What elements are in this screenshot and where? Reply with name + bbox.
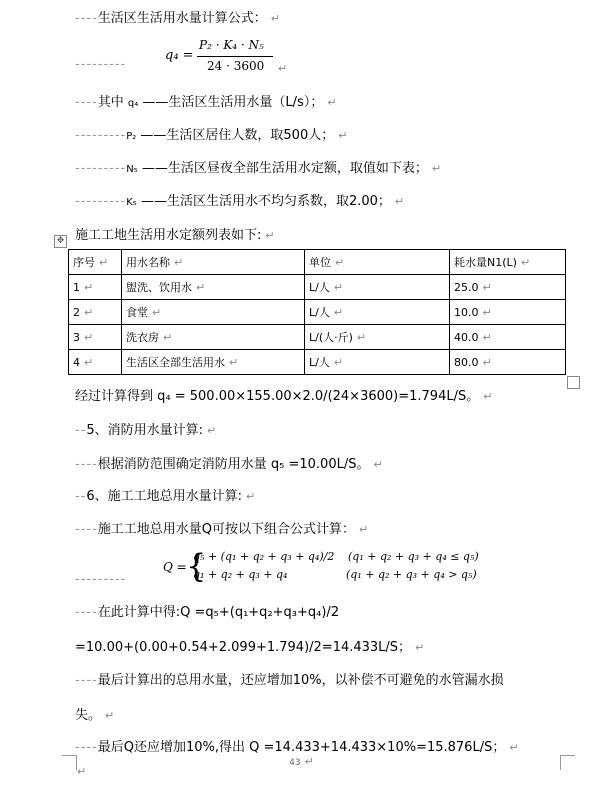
calc-Q-line-1 — [75, 601, 339, 620]
leak-line-1 — [75, 669, 504, 688]
table-cell — [69, 300, 122, 325]
caption-text: 施工工地生活用水定额列表如下: — [75, 228, 262, 243]
leader-dots: ---- — [75, 95, 98, 110]
paragraph-mark-icon: ↵ — [415, 641, 425, 654]
leader-dots: --------- — [75, 128, 127, 143]
cell-mark-icon: ↵ — [163, 331, 173, 344]
formula-Q-case2: q₁ + q₂ + q₃ + q₄ — [193, 568, 288, 581]
cell-text: L/人 — [309, 306, 330, 319]
paragraph-mark-icon: ↵ — [270, 12, 280, 25]
leader-dots: ---- — [75, 11, 98, 26]
cell-mark-icon: ↵ — [99, 256, 109, 269]
calc-q4-line — [75, 385, 492, 404]
cell-text: 40.0 — [454, 330, 479, 344]
symbol-n5: N₅ — [126, 164, 138, 175]
cell-mark-icon: ↵ — [482, 280, 492, 294]
page-number — [0, 755, 603, 768]
table-move-handle-icon[interactable]: ✥ — [54, 235, 67, 248]
cell-mark-icon: ↵ — [482, 305, 492, 319]
leader-dots: ---- — [75, 673, 98, 688]
cell-text: L/人 — [309, 281, 330, 294]
cell-mark-icon: ↵ — [152, 306, 162, 319]
paragraph-mark-icon: ↵ — [338, 129, 348, 142]
table-row — [69, 300, 566, 325]
cell-mark-icon: ↵ — [84, 355, 94, 369]
formula-Q-case1: q₅ + (q₁ + q₂ + q₃ + q₄)/2 — [193, 550, 335, 563]
formula-Q-cond2: (q₁ + q₂ + q₃ + q₄ > q₅) — [346, 568, 477, 581]
fire-text: 根据消防范围确定消防用水量 q₅ =10.00L/S。 — [97, 457, 370, 472]
calc-text: 经过计算得到 q₄ = 500.00×155.00×2.0/(24×3600)=1.794L/S。 — [75, 389, 480, 404]
section-5-heading — [75, 419, 216, 438]
paragraph-mark-icon: ↵ — [509, 741, 519, 754]
cell-text: L/(人·斤) — [309, 331, 353, 344]
paragraph-mark-icon: ↵ — [327, 96, 337, 109]
header-label: 单位 — [309, 256, 331, 269]
cell-mark-icon: ↵ — [520, 256, 531, 269]
table-header-row — [69, 250, 566, 275]
paragraph-mark-icon: ↵ — [207, 424, 217, 437]
cell-mark-icon: ↵ — [356, 331, 367, 344]
def-prefix: 其中 — [97, 95, 124, 110]
header-label: 用水名称 — [126, 256, 170, 269]
calc-Q-line-2 — [75, 636, 424, 655]
leader-dots: --------- — [75, 161, 127, 176]
table-cell — [450, 275, 566, 300]
table-resize-handle[interactable] — [567, 376, 580, 389]
formula-Q-lhs: Q = — [163, 560, 187, 574]
calc-text: 在此计算中得:Q =q₅+(q₁+q₂+q₃+q₄)/2 — [97, 605, 340, 620]
leak-text: 最后计算出的总用水量，还应增加10%，以补偿不可避免的水管漏水损 — [97, 673, 504, 688]
table-cell — [69, 350, 122, 375]
table-cell — [69, 325, 122, 350]
def-text: ——生活区生活用水不均匀系数，取2.00； — [140, 194, 391, 209]
formula-q4-denominator: 24 · 3600 — [207, 59, 265, 73]
table-cell — [122, 275, 305, 300]
cell-text: 1 — [73, 280, 80, 294]
section-6-heading — [75, 485, 255, 504]
leader-dots: --------- — [75, 194, 127, 209]
cell-mark-icon: ↵ — [333, 356, 344, 369]
cell-text: 洗衣房 — [126, 331, 159, 344]
leader-dots: ---- — [75, 740, 98, 755]
def-text: ——生活区生活用水量（L/s）； — [142, 95, 324, 110]
def-text: ——生活区昼夜全部生活用水定额，取值如下表； — [141, 161, 428, 176]
table-cell — [305, 275, 450, 300]
final-line — [75, 736, 519, 755]
cell-text: 食堂 — [126, 306, 148, 319]
leader-dots: --------- — [75, 57, 127, 72]
definition-q4 — [75, 91, 337, 110]
cell-text: 25.0 — [454, 280, 479, 294]
paragraph-mark-icon: ↵ — [431, 162, 442, 175]
table-cell — [305, 300, 450, 325]
cell-text: 2 — [73, 305, 80, 319]
table-cell — [450, 350, 566, 375]
life-water-heading — [75, 7, 280, 26]
brace-icon: { — [186, 547, 207, 585]
def-text: ——生活区居住人数，取500人； — [140, 128, 335, 143]
table-row — [69, 350, 566, 375]
leader-dots: --------- — [75, 572, 127, 587]
total-intro-line — [75, 518, 368, 537]
definition-n5 — [75, 157, 441, 176]
definition-p2 — [75, 124, 347, 143]
symbol-p2: P₂ — [126, 131, 137, 142]
heading-text: 生活区生活用水量计算公式： — [97, 11, 267, 26]
cell-text: 4 — [73, 355, 80, 369]
table-cell — [305, 325, 450, 350]
cell-text: 生活区全部生活用水 — [126, 356, 225, 369]
header-cell — [305, 250, 450, 275]
header-cell — [69, 250, 122, 275]
leak-line-2 — [75, 704, 114, 723]
table-row — [69, 325, 566, 350]
final-text: 最后Q还应增加10%,得出 Q =14.433+14.433×10%=15.876L/S； — [97, 740, 506, 755]
paragraph-mark-icon: ↵ — [483, 390, 493, 403]
table-caption — [75, 224, 275, 243]
symbol-k5: K₅ — [126, 197, 137, 208]
definition-k5 — [75, 190, 404, 209]
cell-mark-icon: ↵ — [196, 281, 206, 294]
cell-mark-icon: ↵ — [333, 281, 344, 294]
paragraph-mark-icon: ↵ — [304, 755, 314, 768]
table-cell — [122, 325, 305, 350]
leader-dots: -- — [75, 489, 87, 504]
cell-mark-icon: ↵ — [84, 305, 94, 319]
cell-mark-icon: ↵ — [482, 355, 492, 369]
cell-mark-icon: ↵ — [482, 330, 492, 344]
intro-text: 施工工地总用水量Q可按以下组合公式计算： — [97, 522, 355, 537]
header-cell — [122, 250, 305, 275]
leader-dots: -- — [75, 423, 87, 438]
table-cell — [450, 325, 566, 350]
leader-dots: ---- — [75, 522, 98, 537]
calc-text: =10.00+(0.00+0.54+2.099+1.794)/2=14.433L/S； — [75, 640, 412, 655]
cell-mark-icon: ↵ — [333, 306, 344, 319]
fire-water-line — [75, 453, 383, 472]
table-cell — [122, 350, 305, 375]
header-cell — [450, 250, 566, 275]
formula-Q-cond1: (q₁ + q₂ + q₃ + q₄ ≤ q₅) — [348, 550, 479, 563]
fraction-bar — [197, 56, 273, 57]
cell-text: 80.0 — [454, 355, 479, 369]
header-label: 耗水量N1(L) — [454, 256, 517, 269]
paragraph-mark-icon: ↵ — [278, 62, 288, 75]
water-quota-table — [68, 249, 566, 375]
leak-text: 失。 — [75, 708, 102, 723]
table-cell — [305, 350, 450, 375]
table-row — [69, 275, 566, 300]
cell-mark-icon: ↵ — [84, 280, 94, 294]
cell-text: L/人 — [309, 356, 330, 369]
cell-text: 10.0 — [454, 305, 479, 319]
paragraph-mark-icon: ↵ — [359, 523, 369, 536]
leader-dots: ---- — [75, 457, 98, 472]
cell-mark-icon: ↵ — [174, 256, 184, 269]
cell-mark-icon: ↵ — [229, 356, 239, 369]
formula-q4-numerator: P₂ · K₄ · N₅ — [199, 38, 264, 52]
leader-dots: ---- — [75, 605, 98, 620]
paragraph-mark-icon: ↵ — [394, 195, 405, 208]
cell-text: 盥洗、饮用水 — [126, 281, 192, 294]
table-cell — [450, 300, 566, 325]
cell-mark-icon: ↵ — [335, 256, 345, 269]
formula-q4-lhs: q₄ = — [165, 48, 194, 63]
header-label: 序号 — [73, 256, 95, 269]
section-text: 6、施工工地总用水量计算: — [86, 489, 243, 504]
section-text: 5、消防用水量计算: — [86, 423, 204, 438]
paragraph-mark-icon: ↵ — [373, 458, 383, 471]
paragraph-mark-icon: ↵ — [246, 490, 256, 503]
symbol-q4: q₄ — [127, 98, 139, 109]
paragraph-mark-icon: ↵ — [265, 229, 275, 242]
paragraph-mark-icon: ↵ — [105, 709, 115, 722]
paragraph-mark-icon: ↵ — [77, 765, 87, 778]
cell-text: 3 — [73, 330, 80, 344]
table-cell — [122, 300, 305, 325]
table-cell — [69, 275, 122, 300]
cell-mark-icon: ↵ — [84, 330, 94, 344]
page-number-text: 43 — [289, 758, 301, 768]
